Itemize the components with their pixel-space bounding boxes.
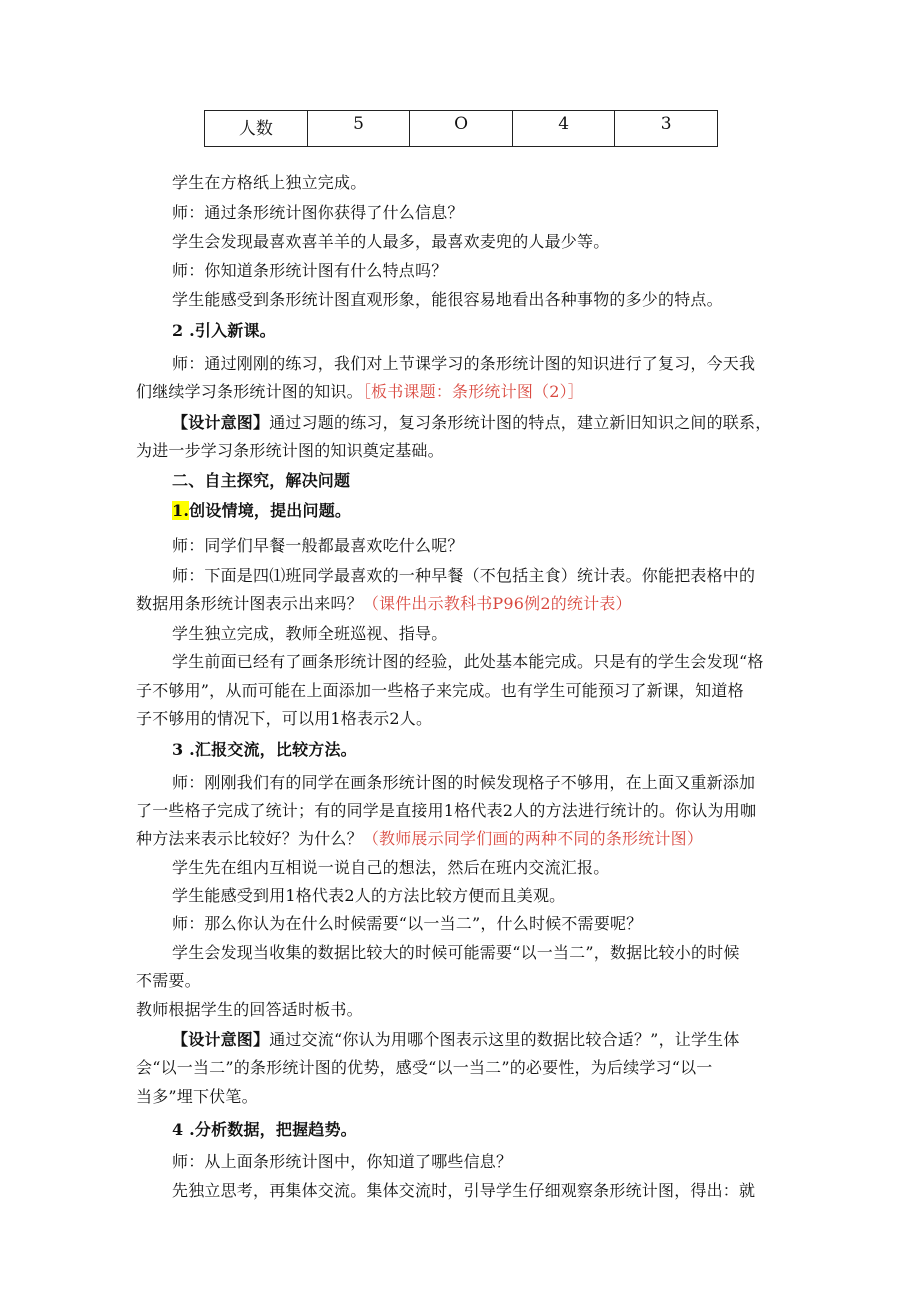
paragraph-line: 子不够用的情况下，可以用1格表示2人。 xyxy=(136,709,433,728)
design-intent-line xyxy=(172,412,771,434)
section-heading: 2 .引入新课。 xyxy=(172,321,276,340)
paragraph-line: 当多”埋下伏笔。 xyxy=(136,1087,258,1106)
paragraph-line: 学生前面已经有了画条形统计图的经验，此处基本能完成。只是有的学生会发现“格 xyxy=(172,652,764,671)
paragraph-line: 学生独立完成，教师全班巡视、指导。 xyxy=(172,624,448,643)
paragraph-line: 学生能感受到条形统计图直观形象，能很容易地看出各种事物的多少的特点。 xyxy=(172,290,723,309)
line-text: 数据用条形统计图表示出来吗？ xyxy=(136,594,363,613)
design-intent-line xyxy=(172,1029,740,1051)
paragraph-line: 学生会发现当收集的数据比较大的时候可能需要“以一当二”，数据比较小的时候 xyxy=(172,943,740,962)
section-heading: 二、自主探究，解决问题 xyxy=(172,471,351,490)
paragraph-line: 师：你知道条形统计图有什么特点吗？ xyxy=(172,261,448,280)
paragraph-line xyxy=(136,593,632,615)
line-text: 通过习题的练习，复习条形统计图的特点，建立新旧知识之间的联系， xyxy=(269,413,772,432)
section-heading: 4 .分析数据，把握趋势。 xyxy=(172,1120,357,1139)
table-cell: O xyxy=(410,111,513,147)
paragraph-line: 学生在方格纸上独立完成。 xyxy=(172,173,367,192)
paragraph-line xyxy=(136,828,703,850)
table-cell: 3 xyxy=(615,111,718,147)
table-cell: 5 xyxy=(307,111,410,147)
paragraph-line: 师：刚刚我们有的同学在画条形统计图的时候发现格子不够用，在上面又重新添加 xyxy=(172,773,756,792)
design-intent-label: 【设计意图】 xyxy=(172,1030,270,1049)
section-heading xyxy=(172,500,351,522)
design-intent-label: 【设计意图】 xyxy=(172,413,270,432)
line-text: 们继续学习条形统计图的知识。 xyxy=(136,382,363,401)
paragraph-line: 师：下面是四⑴班同学最喜欢的一种早餐（不包括主食）统计表。你能把表格中的 xyxy=(172,566,756,585)
paragraph-line: 师：通过刚刚的练习，我们对上节课学习的条形统计图的知识进行了复习，今天我 xyxy=(172,354,756,373)
paragraph-line: 不需要。 xyxy=(136,971,201,990)
highlighted-number: 1. xyxy=(172,501,190,520)
board-note: ［板书课题：条形统计图（2）］ xyxy=(362,382,584,401)
teacher-note: （教师展示同学们画的两种不同的条形统计图） xyxy=(362,829,704,848)
paragraph-line: 学生先在组内互相说一说自己的想法，然后在班内交流汇报。 xyxy=(172,858,610,877)
table-cell: 4 xyxy=(512,111,615,147)
paragraph-line: 为进一步学习条形统计图的知识奠定基础。 xyxy=(136,441,444,460)
paragraph-line: 子不够用”，从而可能在上面添加一些格子来完成。也有学生可能预习了新课，知道格 xyxy=(136,681,744,700)
heading-text: 创设情境，提出问题。 xyxy=(189,501,352,520)
paragraph-line: 了一些格子完成了统计；有的同学是直接用1格代表2人的方法进行统计的。你认为用咖 xyxy=(136,801,757,820)
section-heading: 3 .汇报交流，比较方法。 xyxy=(172,740,357,759)
paragraph-line: 教师根据学生的回答适时板书。 xyxy=(136,1000,363,1019)
paragraph-line xyxy=(136,381,584,403)
paragraph-line: 先独立思考，再集体交流。集体交流时，引导学生仔细观察条形统计图，得出：就 xyxy=(172,1181,756,1200)
line-text: 通过交流“你认为用哪个图表示这里的数据比较合适？”，让学生体 xyxy=(269,1030,740,1049)
paragraph-line: 会“以一当二”的条形统计图的优势，感受“以一当二”的必要性，为后续学习“以一 xyxy=(136,1058,713,1077)
table-row-label: 人数 xyxy=(205,111,308,147)
line-text: 种方法来表示比较好？为什么？ xyxy=(136,829,363,848)
table-row xyxy=(205,111,718,147)
paragraph-line: 师：通过条形统计图你获得了什么信息？ xyxy=(172,203,464,222)
data-table xyxy=(204,110,718,147)
paragraph-line: 学生能感受到用1格代表2人的方法比较方便而且美观。 xyxy=(172,886,566,905)
paragraph-line: 师：从上面条形统计图中，你知道了哪些信息？ xyxy=(172,1152,513,1171)
courseware-note: （课件出示教科书P96例2的统计表） xyxy=(362,594,632,613)
paragraph-line: 学生会发现最喜欢喜羊羊的人最多，最喜欢麦兜的人最少等。 xyxy=(172,232,610,251)
paragraph-line: 师：那么你认为在什么时候需要“以一当二”，什么时候不需要呢？ xyxy=(172,914,643,933)
paragraph-line: 师：同学们早餐一般都最喜欢吃什么呢？ xyxy=(172,536,464,555)
